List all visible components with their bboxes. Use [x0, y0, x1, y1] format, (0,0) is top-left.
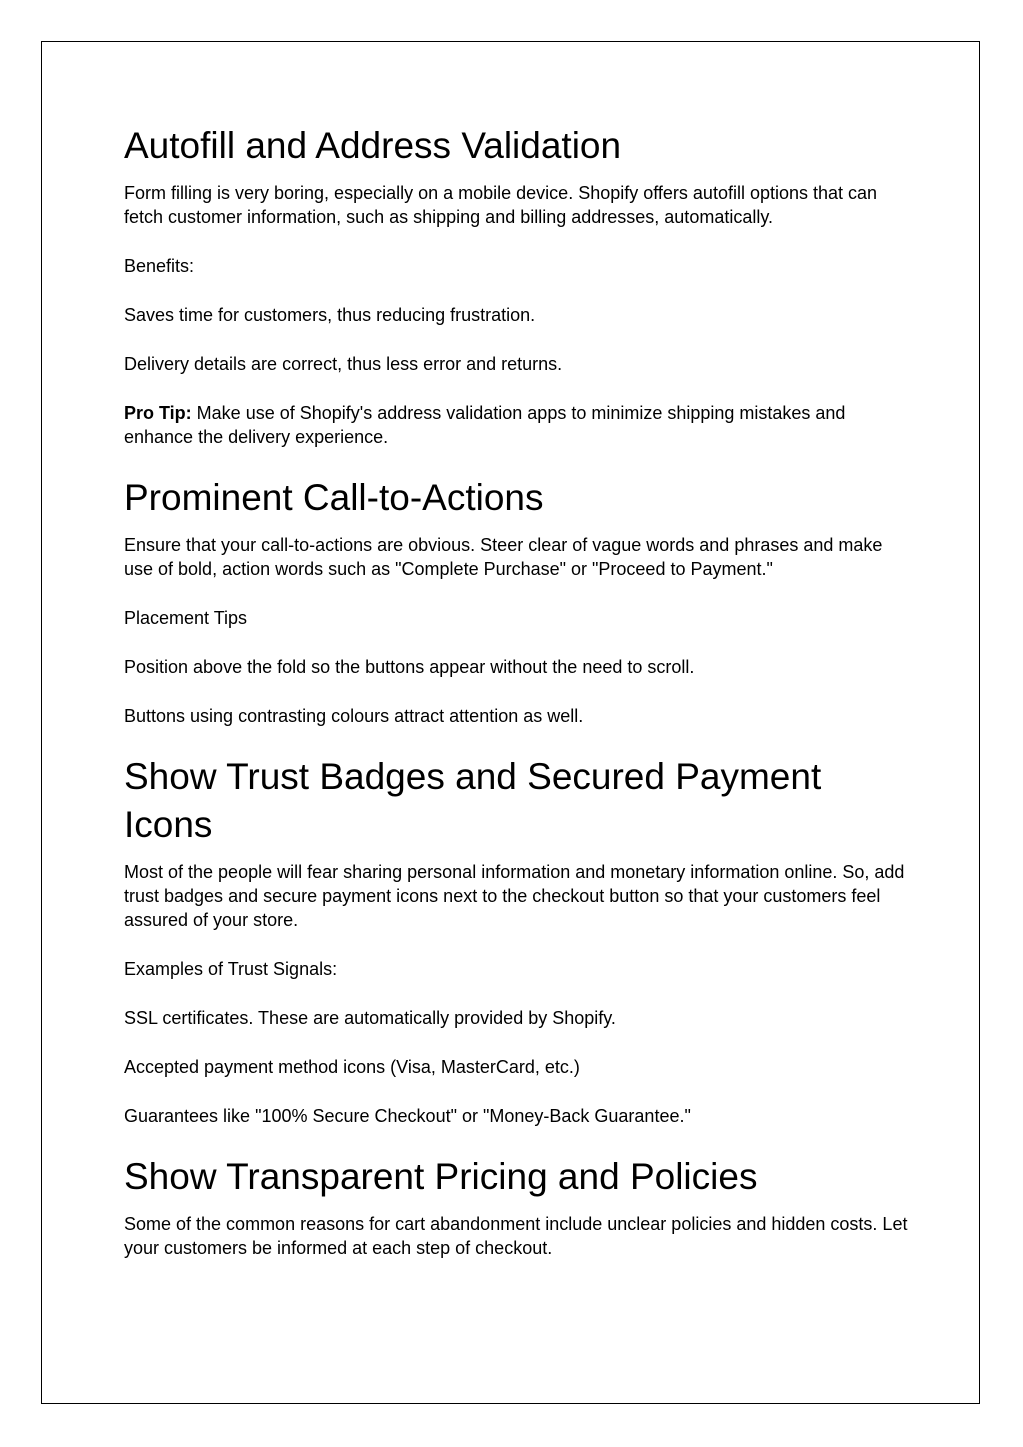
paragraph: Buttons using contrasting colours attract attention as well. [124, 706, 584, 726]
section-transparent-pricing [124, 1153, 914, 1260]
pro-tip-paragraph [124, 401, 914, 449]
section-heading: Prominent Call-to-Actions [124, 477, 544, 518]
paragraph: Some of the common reasons for cart abandonment include unclear policies and hidden costs. Let your customers be informed at each step of checkout. [124, 1214, 908, 1258]
section-autofill [124, 122, 914, 449]
section-heading: Autofill and Address Validation [124, 125, 622, 166]
paragraph: Ensure that your call-to-actions are obvious. Steer clear of vague words and phrases and make use of bold, action words such as "Complete Purchase" or "Proceed to Payment." [124, 535, 883, 579]
paragraph: Form filling is very boring, especially on a mobile device. Shopify offers autofill options that can fetch customer information, such as shipping and billing addresses, automatically. [124, 183, 878, 227]
paragraph: Benefits: [124, 256, 195, 276]
paragraph: Delivery details are correct, thus less error and returns. [124, 354, 563, 374]
section-trust-badges [124, 753, 914, 1128]
pro-tip-text: Make use of Shopify's address validation apps to minimize shipping mistakes and enhance the delivery experience. [124, 403, 846, 447]
section-call-to-actions [124, 474, 914, 728]
section-heading: Show Trust Badges and Secured Payment Icons [124, 756, 822, 845]
section-heading: Show Transparent Pricing and Policies [124, 1156, 758, 1197]
paragraph: Position above the fold so the buttons appear without the need to scroll. [124, 657, 695, 677]
paragraph: Most of the people will fear sharing personal information and monetary information online. So, add trust badges and secure payment icons next to the checkout button so that your customers feel assured of your store. [124, 862, 905, 930]
paragraph: Accepted payment method icons (Visa, MasterCard, etc.) [124, 1057, 580, 1077]
paragraph: Saves time for customers, thus reducing frustration. [124, 305, 536, 325]
paragraph: Examples of Trust Signals: [124, 959, 338, 979]
paragraph: Guarantees like "100% Secure Checkout" or "Money-Back Guarantee." [124, 1106, 691, 1126]
paragraph: SSL certificates. These are automatically provided by Shopify. [124, 1008, 616, 1028]
pro-tip-label: Pro Tip: [124, 403, 192, 423]
document-content [124, 122, 914, 1285]
paragraph: Placement Tips [124, 608, 248, 628]
